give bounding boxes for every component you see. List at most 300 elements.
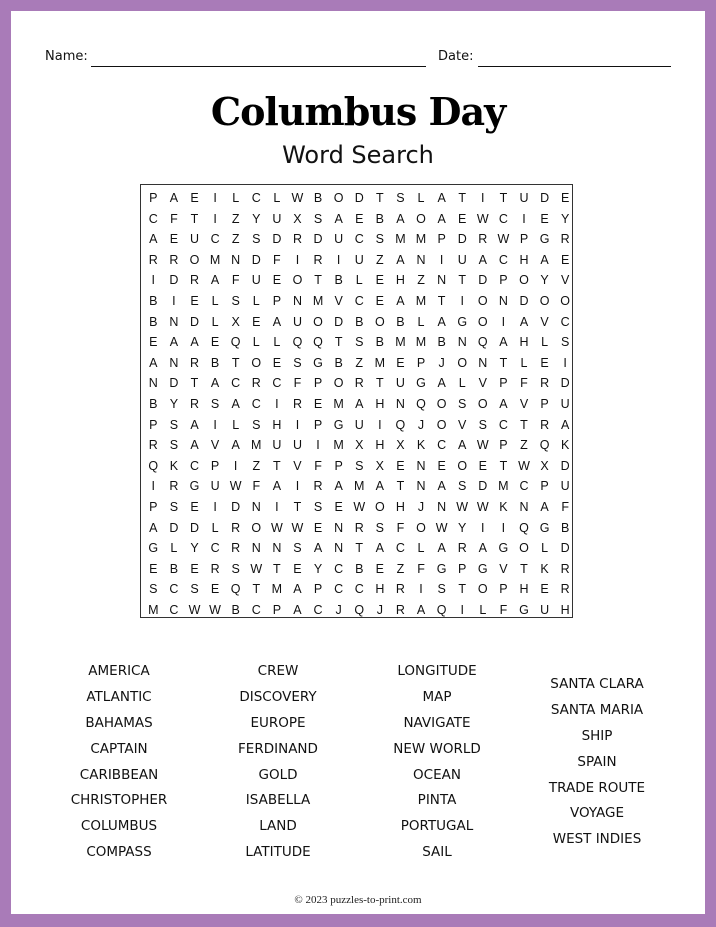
grid-letter[interactable]: A	[499, 335, 508, 350]
grid-letter[interactable]: C	[519, 479, 529, 494]
grid-letter[interactable]: M	[209, 252, 221, 267]
grid-letter[interactable]: O	[457, 355, 468, 370]
grid-letter[interactable]: E	[355, 211, 364, 226]
grid-letter[interactable]: R	[478, 232, 488, 247]
grid-letter[interactable]: Q	[354, 602, 365, 617]
grid-letter[interactable]: O	[519, 273, 529, 288]
grid-letter[interactable]: C	[272, 376, 282, 391]
grid-letter[interactable]: W	[188, 602, 201, 617]
grid-letter[interactable]: F	[293, 376, 302, 391]
grid-letter[interactable]: S	[231, 293, 240, 308]
grid-letter[interactable]: N	[251, 499, 261, 514]
grid-letter[interactable]: W	[476, 499, 489, 514]
grid-letter[interactable]: B	[334, 355, 343, 370]
grid-letter[interactable]: I	[275, 396, 279, 411]
grid-letter[interactable]: T	[458, 273, 467, 288]
grid-letter[interactable]: S	[437, 582, 446, 597]
grid-letter[interactable]: T	[231, 355, 240, 370]
grid-letter[interactable]: A	[437, 376, 446, 391]
grid-letter[interactable]: E	[540, 211, 549, 226]
grid-letter[interactable]: C	[231, 376, 241, 391]
grid-letter[interactable]: C	[354, 293, 364, 308]
grid-letter[interactable]: T	[314, 273, 322, 288]
date-field-line[interactable]	[478, 65, 671, 67]
grid-letter[interactable]: W	[291, 191, 304, 205]
grid-letter[interactable]: Y	[458, 520, 467, 535]
grid-letter[interactable]: N	[148, 376, 158, 391]
grid-letter[interactable]: A	[190, 335, 199, 350]
grid-letter[interactable]: G	[539, 232, 550, 247]
grid-letter[interactable]: W	[291, 520, 304, 535]
grid-letter[interactable]: G	[436, 561, 447, 576]
grid-letter[interactable]: S	[458, 479, 467, 494]
grid-letter[interactable]: I	[460, 293, 464, 308]
grid-letter[interactable]: Q	[477, 335, 488, 350]
grid-letter[interactable]: I	[213, 191, 217, 205]
grid-letter[interactable]: V	[458, 417, 467, 432]
grid-letter[interactable]: D	[478, 273, 488, 288]
grid-letter[interactable]: G	[416, 376, 426, 391]
grid-letter[interactable]: T	[458, 191, 467, 205]
grid-letter[interactable]: F	[520, 376, 528, 391]
grid-letter[interactable]: B	[149, 396, 158, 411]
grid-letter[interactable]: L	[211, 293, 219, 308]
grid-letter[interactable]: A	[561, 417, 570, 432]
grid-letter[interactable]: A	[458, 438, 467, 453]
grid-letter[interactable]: W	[435, 520, 448, 535]
grid-letter[interactable]: P	[313, 582, 323, 597]
grid-letter[interactable]: O	[457, 458, 468, 473]
grid-letter[interactable]: L	[417, 191, 425, 205]
grid-letter[interactable]: W	[476, 438, 489, 453]
grid-letter[interactable]: A	[210, 273, 220, 288]
grid-letter[interactable]: Q	[436, 602, 447, 617]
grid-letter[interactable]: R	[540, 417, 550, 432]
grid-letter[interactable]: R	[169, 252, 179, 267]
grid-letter[interactable]: C	[148, 211, 158, 226]
grid-letter[interactable]: N	[169, 355, 179, 370]
grid-letter[interactable]: I	[501, 314, 506, 329]
grid-letter[interactable]: O	[477, 314, 488, 329]
grid-letter[interactable]: J	[417, 499, 425, 514]
grid-letter[interactable]: I	[501, 520, 506, 535]
grid-letter[interactable]: V	[478, 376, 487, 391]
grid-letter[interactable]: Y	[252, 211, 261, 226]
grid-letter[interactable]: R	[313, 252, 323, 267]
grid-letter[interactable]: A	[149, 232, 158, 247]
grid-letter[interactable]: D	[354, 191, 364, 205]
grid-letter[interactable]: Q	[539, 438, 550, 453]
grid-letter[interactable]: T	[293, 499, 302, 514]
grid-letter[interactable]: E	[210, 335, 220, 350]
grid-letter[interactable]: T	[355, 541, 364, 556]
grid-letter[interactable]: G	[498, 541, 509, 556]
grid-letter[interactable]: U	[354, 252, 364, 267]
grid-letter[interactable]: O	[539, 293, 550, 308]
grid-letter[interactable]: I	[481, 520, 485, 535]
grid-letter[interactable]: E	[293, 561, 302, 576]
grid-letter[interactable]: C	[169, 582, 179, 597]
grid-letter[interactable]: U	[457, 252, 467, 267]
grid-letter[interactable]: I	[213, 211, 217, 226]
grid-letter[interactable]: F	[499, 602, 508, 617]
grid-letter[interactable]: P	[149, 417, 158, 432]
grid-letter[interactable]: L	[273, 191, 281, 205]
grid-letter[interactable]: C	[560, 314, 570, 329]
grid-letter[interactable]: A	[293, 582, 302, 597]
grid-letter[interactable]: U	[292, 438, 302, 453]
grid-letter[interactable]: J	[335, 602, 342, 617]
grid-letter[interactable]: A	[478, 541, 487, 556]
grid-letter[interactable]: Q	[313, 335, 323, 350]
grid-letter[interactable]: I	[439, 252, 444, 267]
grid-letter[interactable]: M	[395, 335, 406, 350]
grid-letter[interactable]: O	[477, 396, 488, 411]
grid-letter[interactable]: E	[375, 293, 384, 308]
grid-letter[interactable]: J	[438, 355, 445, 370]
grid-letter[interactable]: D	[457, 232, 467, 247]
grid-letter[interactable]: Z	[231, 232, 240, 247]
grid-letter[interactable]: L	[211, 314, 219, 329]
grid-letter[interactable]: A	[499, 396, 508, 411]
grid-letter[interactable]: A	[519, 314, 529, 329]
grid-letter[interactable]: R	[560, 582, 570, 597]
grid-letter[interactable]: R	[354, 520, 364, 535]
grid-letter[interactable]: P	[272, 293, 282, 308]
grid-letter[interactable]: M	[415, 335, 427, 350]
grid-letter[interactable]: X	[293, 211, 302, 226]
grid-letter[interactable]: S	[293, 355, 302, 370]
grid-letter[interactable]: H	[395, 273, 405, 288]
grid-letter[interactable]: I	[275, 499, 279, 514]
grid-letter[interactable]: O	[416, 520, 426, 535]
grid-letter[interactable]: S	[149, 582, 158, 597]
grid-letter[interactable]: N	[272, 541, 282, 556]
grid-letter[interactable]: B	[149, 293, 158, 308]
grid-letter[interactable]: U	[395, 376, 405, 391]
grid-letter[interactable]: S	[478, 417, 487, 432]
grid-letter[interactable]: F	[252, 479, 261, 494]
grid-letter[interactable]: D	[560, 458, 570, 473]
grid-letter[interactable]: I	[481, 191, 485, 205]
grid-letter[interactable]: K	[416, 438, 426, 453]
grid-letter[interactable]: S	[313, 499, 323, 514]
grid-letter[interactable]: A	[313, 541, 323, 556]
grid-letter[interactable]: W	[497, 232, 510, 247]
grid-letter[interactable]: A	[169, 335, 179, 350]
grid-letter[interactable]: O	[477, 293, 488, 308]
grid-letter[interactable]: O	[313, 314, 323, 329]
grid-letter[interactable]: X	[231, 314, 240, 329]
grid-letter[interactable]: C	[498, 417, 508, 432]
grid-letter[interactable]: I	[295, 252, 300, 267]
grid-letter[interactable]: F	[170, 211, 178, 226]
grid-letter[interactable]: P	[519, 232, 529, 247]
grid-letter[interactable]: Z	[417, 273, 425, 288]
grid-letter[interactable]: S	[169, 438, 179, 453]
grid-letter[interactable]: Y	[190, 541, 199, 556]
grid-letter[interactable]: C	[334, 561, 344, 576]
grid-letter[interactable]: R	[354, 376, 364, 391]
grid-letter[interactable]: E	[190, 191, 199, 205]
grid-letter[interactable]: L	[520, 355, 528, 370]
grid-letter[interactable]: B	[437, 335, 446, 350]
grid-letter[interactable]: N	[519, 499, 529, 514]
grid-letter[interactable]: B	[355, 561, 364, 576]
grid-letter[interactable]: E	[561, 191, 570, 205]
grid-letter[interactable]: T	[458, 582, 467, 597]
grid-letter[interactable]: L	[211, 520, 219, 535]
grid-letter[interactable]: G	[189, 479, 200, 494]
grid-letter[interactable]: J	[376, 602, 383, 617]
grid-letter[interactable]: O	[292, 273, 303, 288]
grid-letter[interactable]: A	[272, 479, 282, 494]
grid-letter[interactable]: A	[169, 191, 179, 205]
grid-letter[interactable]: R	[231, 520, 241, 535]
grid-letter[interactable]: B	[231, 602, 240, 617]
grid-letter[interactable]: L	[355, 273, 363, 288]
grid-letter[interactable]: L	[232, 417, 240, 432]
grid-letter[interactable]: V	[540, 314, 549, 329]
grid-letter[interactable]: R	[560, 561, 570, 576]
grid-letter[interactable]: X	[396, 438, 405, 453]
grid-letter[interactable]: A	[210, 376, 220, 391]
grid-letter[interactable]: C	[334, 582, 344, 597]
grid-letter[interactable]: B	[149, 314, 158, 329]
grid-letter[interactable]: A	[334, 211, 343, 226]
grid-letter[interactable]: T	[376, 376, 384, 391]
grid-letter[interactable]: C	[313, 602, 323, 617]
grid-letter[interactable]: A	[190, 417, 199, 432]
grid-letter[interactable]: Z	[355, 355, 364, 370]
grid-letter[interactable]: P	[272, 602, 282, 617]
grid-letter[interactable]: M	[415, 232, 427, 247]
grid-letter[interactable]: J	[417, 417, 425, 432]
grid-letter[interactable]: E	[190, 293, 199, 308]
grid-letter[interactable]: A	[272, 314, 282, 329]
grid-letter[interactable]: Z	[520, 438, 528, 453]
grid-letter[interactable]: L	[170, 541, 178, 556]
grid-letter[interactable]: Q	[395, 417, 406, 432]
grid-letter[interactable]: H	[375, 396, 385, 411]
grid-letter[interactable]: M	[148, 602, 159, 617]
grid-letter[interactable]: H	[395, 499, 405, 514]
grid-letter[interactable]: D	[189, 314, 199, 329]
grid-letter[interactable]: L	[417, 541, 425, 556]
grid-letter[interactable]: S	[396, 191, 405, 205]
grid-letter[interactable]: M	[395, 232, 406, 247]
grid-letter[interactable]: U	[540, 602, 550, 617]
grid-letter[interactable]: E	[190, 499, 199, 514]
grid-letter[interactable]: I	[295, 417, 300, 432]
grid-letter[interactable]: U	[292, 314, 302, 329]
grid-letter[interactable]: A	[231, 438, 240, 453]
grid-letter[interactable]: U	[272, 438, 282, 453]
grid-letter[interactable]: A	[334, 479, 343, 494]
grid-letter[interactable]: Y	[540, 273, 549, 288]
grid-letter[interactable]: F	[231, 273, 240, 288]
grid-letter[interactable]: L	[541, 541, 549, 556]
grid-letter[interactable]: O	[477, 582, 488, 597]
grid-letter[interactable]: A	[437, 479, 446, 494]
grid-letter[interactable]: P	[210, 458, 220, 473]
grid-letter[interactable]: Z	[252, 458, 261, 473]
grid-letter[interactable]: O	[374, 499, 385, 514]
grid-letter[interactable]: O	[436, 396, 447, 411]
grid-letter[interactable]: P	[313, 376, 323, 391]
grid-letter[interactable]: A	[540, 499, 549, 514]
grid-letter[interactable]: U	[272, 211, 282, 226]
grid-letter[interactable]: S	[458, 396, 467, 411]
grid-letter[interactable]: S	[355, 458, 364, 473]
grid-letter[interactable]: A	[437, 314, 446, 329]
grid-letter[interactable]: Q	[292, 335, 303, 350]
grid-letter[interactable]: N	[292, 293, 302, 308]
grid-letter[interactable]: Y	[313, 561, 323, 576]
grid-letter[interactable]: C	[354, 232, 364, 247]
grid-letter[interactable]: T	[190, 211, 199, 226]
grid-letter[interactable]: A	[190, 438, 199, 453]
grid-letter[interactable]: B	[334, 273, 343, 288]
grid-letter[interactable]: R	[395, 582, 405, 597]
grid-letter[interactable]: D	[313, 232, 323, 247]
grid-letter[interactable]: E	[458, 211, 467, 226]
grid-letter[interactable]: D	[560, 541, 570, 556]
grid-letter[interactable]: S	[169, 417, 179, 432]
grid-letter[interactable]: L	[458, 376, 466, 391]
grid-letter[interactable]: H	[560, 602, 570, 617]
grid-letter[interactable]: L	[541, 335, 549, 350]
grid-letter[interactable]: U	[560, 396, 570, 411]
grid-letter[interactable]: F	[314, 458, 322, 473]
grid-letter[interactable]: I	[172, 293, 176, 308]
grid-letter[interactable]: D	[334, 314, 344, 329]
grid-letter[interactable]: D	[169, 273, 179, 288]
grid-letter[interactable]: T	[520, 417, 528, 432]
grid-letter[interactable]: T	[520, 561, 528, 576]
grid-letter[interactable]: C	[354, 582, 364, 597]
grid-letter[interactable]: F	[273, 252, 281, 267]
grid-letter[interactable]: U	[354, 417, 364, 432]
grid-letter[interactable]: V	[293, 458, 302, 473]
grid-letter[interactable]: P	[416, 355, 426, 370]
grid-letter[interactable]: A	[437, 211, 446, 226]
grid-letter[interactable]: T	[190, 376, 199, 391]
grid-letter[interactable]: B	[355, 314, 364, 329]
grid-letter[interactable]: E	[478, 458, 487, 473]
grid-letter[interactable]: B	[169, 561, 179, 576]
grid-letter[interactable]: C	[437, 438, 447, 453]
grid-letter[interactable]: O	[519, 541, 529, 556]
grid-letter[interactable]: B	[561, 520, 570, 535]
grid-letter[interactable]: W	[209, 602, 221, 617]
grid-letter[interactable]: N	[437, 273, 447, 288]
grid-letter[interactable]: O	[189, 252, 200, 267]
grid-letter[interactable]: G	[539, 520, 550, 535]
grid-letter[interactable]: V	[561, 273, 570, 288]
grid-letter[interactable]: O	[251, 520, 262, 535]
grid-letter[interactable]: T	[499, 191, 508, 205]
grid-letter[interactable]: N	[498, 293, 508, 308]
grid-letter[interactable]: R	[292, 396, 302, 411]
grid-letter[interactable]: Z	[376, 252, 384, 267]
grid-letter[interactable]: L	[273, 335, 281, 350]
grid-letter[interactable]: Q	[230, 582, 241, 597]
grid-letter[interactable]: V	[499, 561, 508, 576]
grid-letter[interactable]: P	[540, 396, 549, 411]
grid-letter[interactable]: N	[416, 479, 426, 494]
grid-letter[interactable]: N	[251, 541, 261, 556]
grid-letter[interactable]: D	[540, 191, 550, 205]
grid-letter[interactable]: P	[437, 232, 446, 247]
grid-letter[interactable]: K	[499, 499, 508, 514]
grid-letter[interactable]: O	[251, 355, 262, 370]
grid-letter[interactable]: A	[375, 479, 384, 494]
grid-letter[interactable]: U	[251, 273, 261, 288]
grid-letter[interactable]: M	[251, 438, 262, 453]
grid-letter[interactable]: W	[250, 561, 263, 576]
grid-letter[interactable]: M	[271, 582, 283, 597]
grid-letter[interactable]: D	[560, 376, 570, 391]
grid-letter[interactable]: R	[169, 479, 179, 494]
grid-letter[interactable]: D	[169, 376, 179, 391]
grid-letter[interactable]: I	[419, 582, 423, 597]
grid-letter[interactable]: E	[437, 458, 446, 473]
grid-letter[interactable]: W	[270, 520, 283, 535]
grid-letter[interactable]: A	[437, 541, 446, 556]
grid-letter[interactable]: E	[169, 232, 179, 247]
grid-letter[interactable]: T	[396, 479, 405, 494]
grid-letter[interactable]: C	[251, 191, 261, 205]
grid-letter[interactable]: L	[252, 293, 260, 308]
grid-letter[interactable]: P	[149, 499, 158, 514]
grid-letter[interactable]: P	[499, 438, 508, 453]
grid-letter[interactable]: N	[416, 252, 426, 267]
grid-letter[interactable]: U	[519, 191, 529, 205]
grid-letter[interactable]: F	[396, 520, 405, 535]
grid-letter[interactable]: V	[519, 396, 529, 411]
grid-letter[interactable]: N	[395, 396, 405, 411]
grid-letter[interactable]: P	[499, 376, 508, 391]
grid-letter[interactable]: R	[210, 561, 220, 576]
grid-letter[interactable]: N	[416, 458, 426, 473]
name-field-line[interactable]	[91, 65, 426, 67]
grid-letter[interactable]: T	[273, 561, 281, 576]
grid-letter[interactable]: S	[210, 396, 220, 411]
grid-letter[interactable]: D	[519, 293, 529, 308]
grid-letter[interactable]: E	[540, 582, 549, 597]
grid-letter[interactable]: G	[333, 417, 344, 432]
grid-letter[interactable]: B	[210, 355, 220, 370]
grid-letter[interactable]: N	[169, 314, 179, 329]
grid-letter[interactable]: F	[417, 561, 425, 576]
grid-letter[interactable]: G	[477, 561, 488, 576]
grid-letter[interactable]: I	[233, 458, 238, 473]
grid-letter[interactable]: E	[190, 561, 199, 576]
grid-letter[interactable]: S	[169, 499, 179, 514]
grid-letter[interactable]: Q	[148, 458, 159, 473]
grid-letter[interactable]: K	[540, 561, 549, 576]
grid-letter[interactable]: E	[210, 582, 220, 597]
grid-letter[interactable]: S	[252, 417, 261, 432]
grid-letter[interactable]: R	[560, 232, 570, 247]
grid-letter[interactable]: E	[561, 252, 570, 267]
grid-letter[interactable]: S	[375, 232, 384, 247]
grid-letter[interactable]: E	[149, 335, 158, 350]
grid-letter[interactable]: L	[417, 314, 425, 329]
grid-letter[interactable]: C	[210, 541, 220, 556]
grid-letter[interactable]: S	[561, 335, 570, 350]
